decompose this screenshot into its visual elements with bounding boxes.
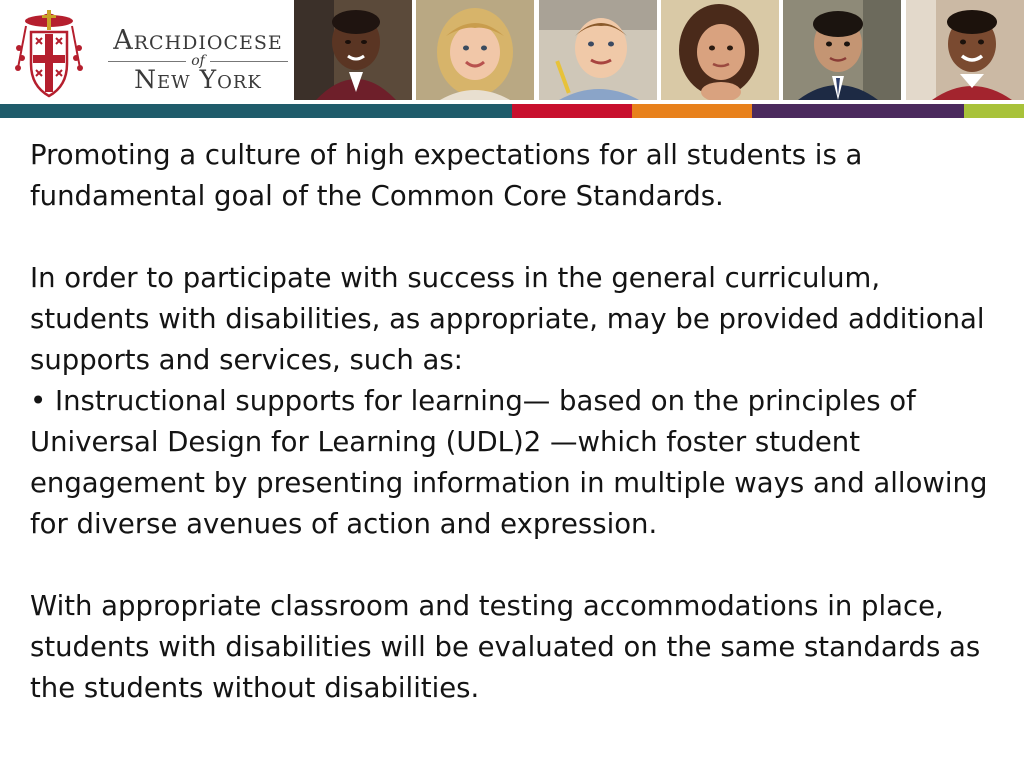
organization-name-line1: Archdiocese: [113, 25, 283, 56]
organization-name-line2: New York: [134, 65, 262, 94]
body-paragraph-2: In order to participate with success in the general curriculum, students with disabilities, as appropriate, may be provided additional supports and services, such as:: [30, 262, 985, 376]
student-photo-3: [539, 0, 657, 100]
archdiocese-coat-of-arms-icon: [14, 8, 84, 98]
color-stripe: [0, 104, 1024, 118]
paragraph-spacer: [30, 217, 1000, 258]
stripe-lime: [964, 104, 1024, 118]
header-banner: [0, 0, 1024, 104]
paragraph-spacer: [30, 545, 1000, 586]
stripe-purple: [752, 104, 964, 118]
bullet-item-1: • Instructional supports for learning— based on the principles of Universal Design for Learning (UDL)2 —which foster student engagement by presenting information in multiple ways and allowing for diverse avenues of action and expression.: [30, 385, 988, 540]
stripe-teal: [0, 104, 512, 118]
body-paragraph-3: With appropriate classroom and testing accommodations in place, students with disabilities will be evaluated on the same standards as the students without disabilities.: [30, 590, 981, 704]
organization-name-of: of: [100, 56, 296, 66]
slide-body: [30, 135, 1000, 709]
student-photo-6: [906, 0, 1024, 100]
stripe-orange: [632, 104, 752, 118]
student-photo-strip: [294, 0, 1024, 100]
student-photo-5: [783, 0, 901, 100]
body-paragraph-1: Promoting a culture of high expectations for all students is a fundamental goal of the Common Core Standards.: [30, 139, 863, 212]
stripe-red: [512, 104, 632, 118]
student-photo-4: [661, 0, 779, 100]
student-photo-1: [294, 0, 412, 100]
archdiocese-logo: [14, 8, 284, 98]
student-photo-2: [416, 0, 534, 100]
organization-name: [100, 26, 296, 94]
